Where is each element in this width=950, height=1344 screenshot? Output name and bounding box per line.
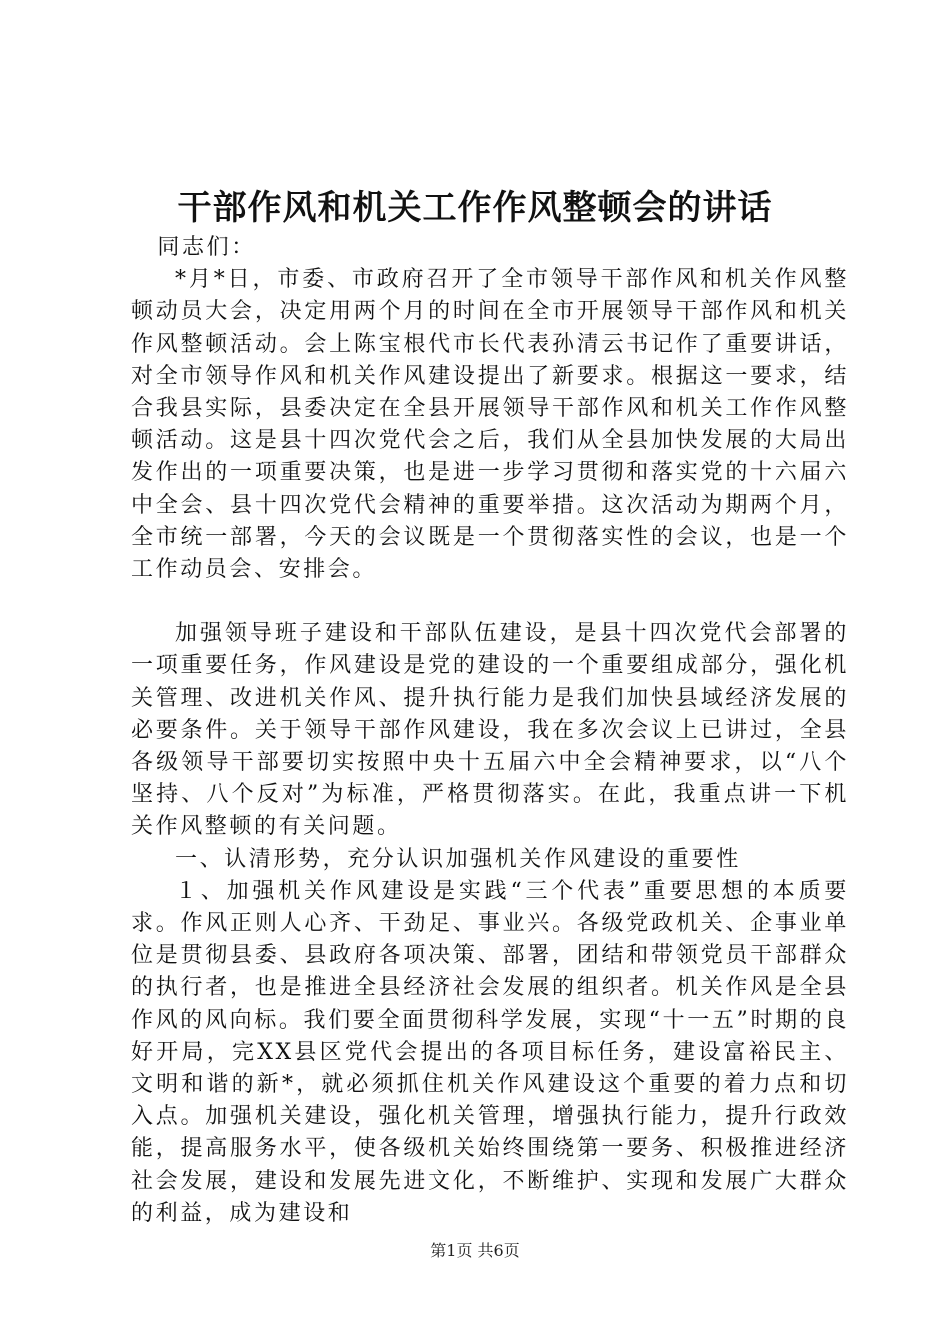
body-paragraph: １、加强机关作风建设是实践“三个代表”重要思想的本质要求。作风正则人心齐、干劲足、事业兴。各级党政机关、企事业单位是贯彻县委、县政府各项决策、部署，团结和带领党员干部群众的执行者，也是推进全县经济社会发展的组织者。机关作风是全县作风的风向标。我们要全面贯彻科学发展，实现“十一五”时期的良好开局，完XX县区党代会提出的各项目标任务，建设富裕民主、文明和谐的新*，就必须抓住机关作风建设这个重要的着力点和切入点。加强机关建设，强化机关管理，增强执行能力，提升行政效能，提高服务水平，使各级机关始终围绕第一要务、积极推进经济社会发展，建设和发展先进文化，不断维护、实现和发展广大群众的利益，成为建设和	[131, 878, 849, 1226]
salutation-paragraph: 同志们：	[157, 235, 256, 260]
document-title: 干部作风和机关工作作风整顿会的讲话	[177, 188, 773, 228]
section-heading: 一、认清形势，充分认识加强机关作风建设的重要性	[175, 846, 741, 872]
document-body	[131, 232, 849, 1230]
page-number-footer: 第1页 共6页	[430, 1241, 520, 1260]
body-paragraph: *月*日，市委、市政府召开了全市领导干部作风和机关作风整顿动员大会，决定用两个月的时间在全市开展领导干部作风和机关作风整顿活动。会上陈宝根代市长代表孙清云书记作了重要讲话，对全市领导作风和机关作风建设提出了新要求。根据这一要求，结合我县实际，县委决定在全县开展领导干部作风和机关工作作风整顿活动。这是县十四次党代会之后，我们从全县加快发展的大局出发作出的一项重要决策，也是进一步学习贯彻和落实党的十六届六中全会、县十四次党代会精神的重要举措。这次活动为期两个月，全市统一部署，今天的会议既是一个贯彻落实性的会议，也是一个工作动员会、安排会。	[131, 267, 849, 583]
body-paragraph: 加强领导班子建设和干部队伍建设，是县十四次党代会部署的一项重要任务，作风建设是党的建设的一个重要组成部分，强化机关管理、改进机关作风、提升执行能力是我们加快县域经济发展的必要条件。关于领导干部作风建设，我在多次会议上已讲过，全县各级领导干部要切实按照中央十五届六中全会精神要求，以“八个坚持、八个反对”为标准，严格贯彻落实。在此，我重点讲一下机关作风整顿的有关问题。	[131, 621, 849, 840]
